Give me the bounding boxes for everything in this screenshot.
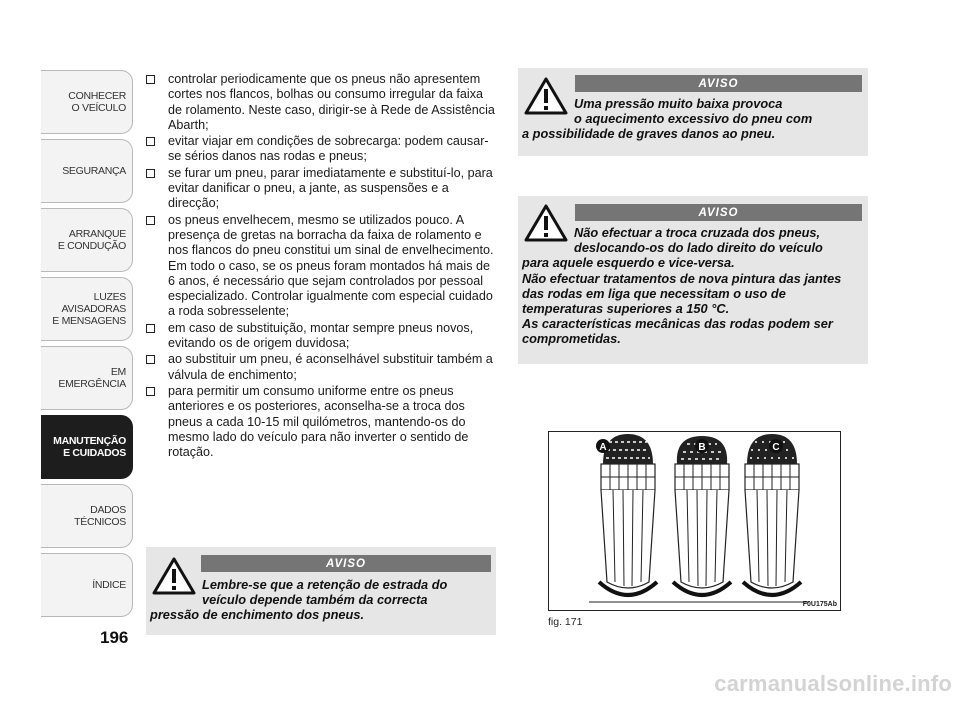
list-item <box>146 72 496 133</box>
warning-line: veículo depende também da correcta <box>202 592 428 608</box>
tab-seguranca[interactable] <box>41 139 133 203</box>
tab-label: SEGURANÇA <box>62 165 126 177</box>
tab-label: MANUTENÇÃO E CUIDADOS <box>53 435 126 459</box>
checkbox-bullet-icon <box>146 137 155 146</box>
warning-title: AVISO <box>575 75 862 92</box>
warning-text <box>522 96 864 142</box>
tab-dados-tecnicos[interactable] <box>41 484 133 548</box>
label-a <box>596 439 610 453</box>
checkbox-bullet-icon <box>146 387 155 396</box>
figure-code: F0U175Ab <box>802 601 837 608</box>
svg-text:A: A <box>599 442 607 453</box>
tab-label: EM EMERGÊNCIA <box>58 366 126 390</box>
warning-line: o aquecimento excessivo do pneu com <box>574 111 813 127</box>
list-item-text: em caso de substituição, montar sempre pneus novos, evitando os de origem duvidosa; <box>168 320 474 351</box>
checkbox-bullet-icon <box>146 355 155 364</box>
figure-caption: fig. 171 <box>548 616 583 628</box>
list-item <box>146 321 496 352</box>
tyre-wear-figure <box>548 431 841 611</box>
warning-box-low-pressure <box>518 68 868 156</box>
svg-text:C: C <box>772 442 780 453</box>
tab-label: LUZES AVISADORAS E MENSAGENS <box>52 291 126 327</box>
tab-label: DADOS TÉCNICOS <box>74 504 126 528</box>
list-item-text: controlar periodicamente que os pneus não apresentem cortes nos flancos, bolhas ou consumo irregular da faixa de rolamento. Neste caso, dirigir-se à Rede de Assistência Abarth; <box>168 72 495 132</box>
warning-line: deslocando-os do lado direito do veículo <box>574 240 823 256</box>
tab-em-emergencia[interactable] <box>41 346 133 410</box>
warning-line: Não efectuar a troca cruzada dos pneus, <box>574 225 821 240</box>
tyre-b <box>673 436 731 595</box>
tab-label: ÍNDICE <box>92 579 126 591</box>
list-item-text: os pneus envelhecem, mesmo se utilizados pouco. A presença de gretas na borracha da faixa de rolamento e nos flancos do pneu constitui um sinal de envelhecimento. Em todo o caso, se os pneus foram montados há mais de 6 anos, é necessário que sejam controlados por pessoal especializado. Controlar igualmente com especial cuidado a roda sobresselente; <box>168 212 494 319</box>
tyre-c <box>743 434 801 595</box>
list-item-text: ao substituir um pneu, é aconselhável substituir também a válvula de enchimento; <box>168 352 493 382</box>
warning-line: a possibilidade de graves danos ao pneu. <box>522 126 776 142</box>
list-item <box>146 166 496 212</box>
list-item <box>146 213 496 320</box>
list-item-text: para permitir um consumo uniforme entre os pneus anteriores e os posteriores, aconselha-se a troca dos pneus a cada 10-15 mil quilómetros, mantendo-os do mesmo lado do veículo para não inverter o sentido de rotação. <box>168 383 469 460</box>
checkbox-bullet-icon <box>146 324 155 333</box>
tab-conhecer-o-veiculo[interactable] <box>41 70 133 134</box>
list-item <box>146 352 496 383</box>
tab-indice[interactable] <box>41 553 133 617</box>
checkbox-bullet-icon <box>146 169 155 178</box>
watermark: carmanualsonline.info <box>714 671 952 696</box>
tyre-care-list <box>146 72 496 461</box>
chapter-sidebar <box>41 70 133 622</box>
warning-title: AVISO <box>575 204 862 221</box>
list-item-text: se furar um pneu, parar imediatamente e substituí-lo, para evitar danificar o pneu, a jante, as suspensões e a direcção; <box>168 165 493 211</box>
list-item <box>146 384 496 460</box>
warning-line: Uma pressão muito baixa provoca <box>574 96 783 111</box>
checkbox-bullet-icon <box>146 216 155 225</box>
list-item <box>146 134 496 165</box>
warning-box-road-holding <box>146 547 496 635</box>
warning-line: Lembre-se que a retenção de estrada do <box>202 577 448 592</box>
list-item-text: evitar viajar em condições de sobrecarga: podem causar-se sérios danos nas rodas e pneus; <box>168 134 489 164</box>
checkbox-bullet-icon <box>146 75 155 84</box>
warning-line: pressão de enchimento dos pneus. <box>150 607 365 623</box>
tyre-a <box>599 434 657 595</box>
label-b <box>695 439 709 453</box>
label-c <box>769 439 783 453</box>
svg-text:B: B <box>698 442 706 453</box>
tab-manutencao-e-cuidados[interactable] <box>41 415 133 479</box>
tab-label: CONHECER O VEÍCULO <box>68 90 126 114</box>
page-number: 196 <box>100 628 129 647</box>
tab-label: ARRANQUE E CONDUÇÃO <box>57 228 126 252</box>
warning-line: para aquele esquerdo e vice-versa. Não efectuar tratamentos de nova pintura das jantes das rodas em liga que necessitam o uso de temperaturas superiores a 150 °C. As características mecânicas das rodas podem ser comprometidas. <box>522 255 842 347</box>
warning-box-cross-swap <box>518 196 868 364</box>
tab-luzes-avisadoras[interactable] <box>41 277 133 341</box>
warning-title: AVISO <box>201 555 491 572</box>
warning-text <box>522 225 864 347</box>
tyre-illustration <box>549 432 840 610</box>
tab-arranque-e-conducao[interactable] <box>41 208 133 272</box>
warning-text <box>150 577 492 623</box>
